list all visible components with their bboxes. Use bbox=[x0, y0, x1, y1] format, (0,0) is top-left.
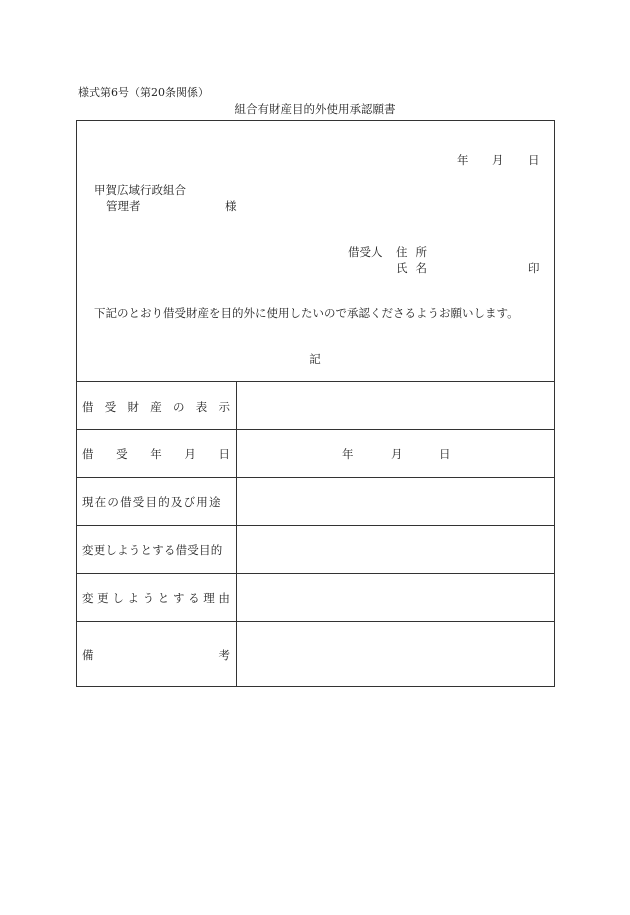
label-borrow-date: 借 受 年 月 日 bbox=[82, 447, 230, 461]
property-display-value[interactable] bbox=[240, 383, 552, 427]
document-title: 組合有財産目的外使用承認願書 bbox=[234, 102, 396, 116]
row-divider bbox=[76, 573, 555, 574]
change-reason-value[interactable] bbox=[240, 575, 552, 619]
label-remarks: 備 考 bbox=[82, 648, 230, 662]
date-day-label: 日 bbox=[528, 153, 540, 167]
row-divider bbox=[76, 429, 555, 430]
current-purpose-value[interactable] bbox=[240, 479, 552, 523]
row-divider bbox=[76, 621, 555, 622]
addressee-role: 管理者 bbox=[106, 199, 141, 213]
request-statement: 下記のとおり借受財産を目的外に使用したいので承認くださるようお願いします。 bbox=[94, 306, 519, 320]
borrow-date-month[interactable]: 月 bbox=[391, 447, 403, 461]
label-new-purpose: 変更しようとする借受目的 bbox=[82, 543, 223, 557]
date-month-label: 月 bbox=[492, 153, 504, 167]
table-top-rule bbox=[76, 381, 555, 382]
form-number: 様式第6号（第20条関係） bbox=[78, 86, 209, 99]
row-divider bbox=[76, 525, 555, 526]
label-current-purpose: 現在の借受目的及び用途 bbox=[82, 495, 222, 509]
new-purpose-value[interactable] bbox=[240, 527, 552, 571]
borrower-label: 借受人 bbox=[348, 245, 383, 259]
label-change-reason: 変 更 し よ う と す る 理 由 bbox=[82, 591, 230, 605]
honorific: 様 bbox=[225, 199, 237, 213]
address-label: 住所 bbox=[396, 245, 435, 259]
date-year-label: 年 bbox=[457, 153, 469, 167]
name-label: 氏名 bbox=[396, 261, 435, 275]
seal-mark: 印 bbox=[528, 261, 540, 275]
borrow-date-day[interactable]: 日 bbox=[439, 447, 451, 461]
addressee-organization: 甲賀広域行政組合 bbox=[94, 183, 186, 197]
remarks-value[interactable] bbox=[240, 623, 552, 685]
row-divider bbox=[76, 477, 555, 478]
column-divider bbox=[236, 381, 237, 687]
ki-label: 記 bbox=[309, 352, 321, 366]
label-property-display: 借 受 財 産 の 表 示 bbox=[82, 400, 230, 414]
borrow-date-year[interactable]: 年 bbox=[342, 447, 354, 461]
